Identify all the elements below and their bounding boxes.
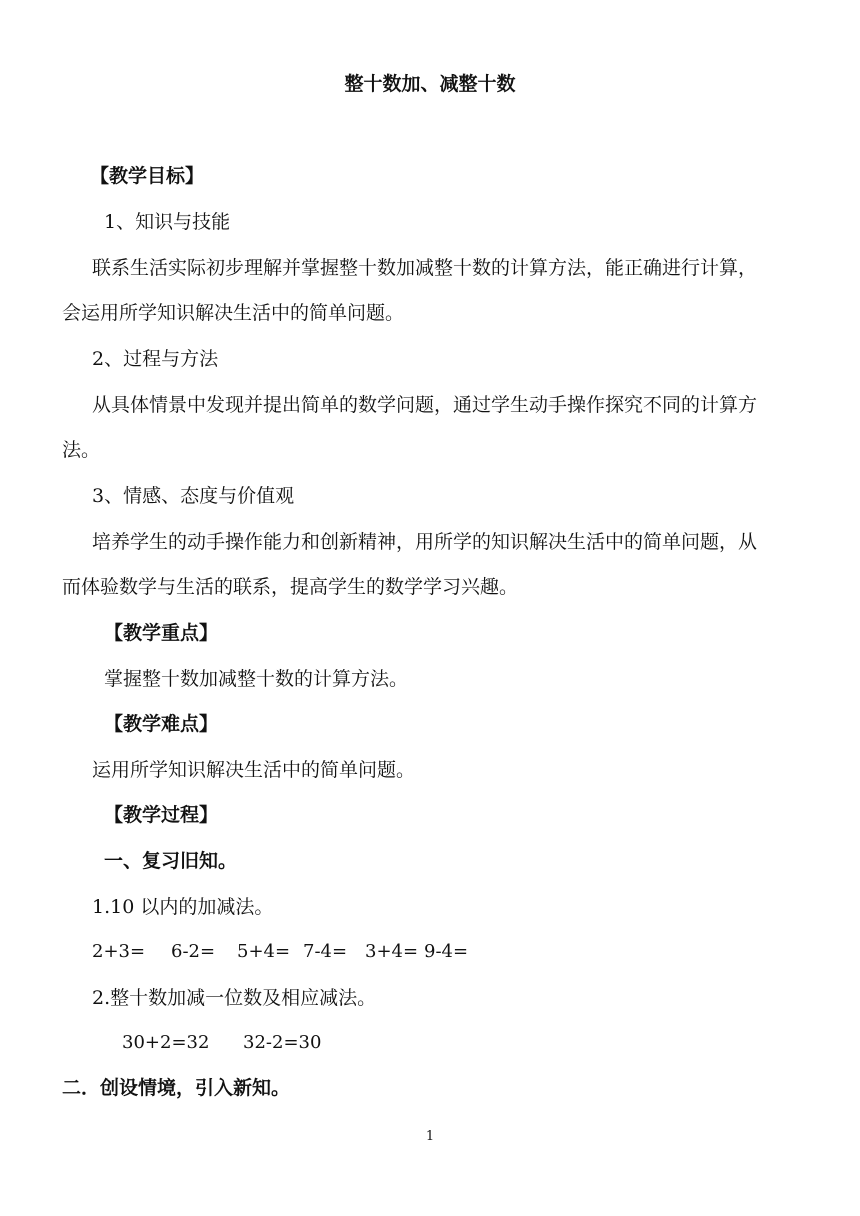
process-heading: 【教学过程】 — [104, 804, 219, 826]
equation-1: 2+3= — [92, 941, 146, 962]
equation-2: 6-2= — [171, 941, 216, 962]
key-point-heading: 【教学重点】 — [104, 622, 219, 644]
objective1-heading: 1、知识与技能 — [104, 211, 231, 233]
objective3-heading: 3、情感、态度与价值观 — [92, 485, 295, 507]
difficulty-heading: 【教学难点】 — [104, 713, 219, 735]
review-item2: 2.整十数加减一位数及相应减法。 — [92, 987, 377, 1009]
equation-7: 30+2=32 — [122, 1032, 210, 1053]
equation-4: 7-4= — [303, 941, 348, 962]
new-section-heading: 二．创设情境，引入新知。 — [62, 1077, 291, 1099]
difficulty-text: 运用所学知识解决生活中的简单问题。 — [92, 759, 416, 781]
objective2-heading: 2、过程与方法 — [92, 348, 219, 370]
objective1-line2: 会运用所学知识解决生活中的简单问题。 — [62, 302, 405, 324]
objective2-line2: 法。 — [62, 439, 101, 461]
objectives-heading: 【教学目标】 — [90, 165, 205, 187]
equation-6: 9-4= — [424, 941, 469, 962]
equation-8: 32-2=30 — [243, 1032, 322, 1053]
equation-5: 3+4= — [365, 941, 419, 962]
equation-3: 5+4= — [237, 941, 291, 962]
objective1-line1: 联系生活实际初步理解并掌握整十数加减整十数的计算方法，能正确进行计算， — [92, 257, 758, 279]
objective3-line2: 而体验数学与生活的联系，提高学生的数学学习兴趣。 — [62, 576, 519, 598]
review-heading: 一、复习旧知。 — [104, 850, 238, 872]
key-point-text: 掌握整十数加减整十数的计算方法。 — [104, 668, 409, 690]
objective2-line1: 从具体情景中发现并提出简单的数学问题，通过学生动手操作探究不同的计算方 — [92, 394, 758, 416]
document-title: 整十数加、减整十数 — [344, 73, 516, 95]
objective3-line1: 培养学生的动手操作能力和创新精神，用所学的知识解决生活中的简单问题，从 — [92, 531, 758, 553]
page-number: 1 — [425, 1129, 435, 1144]
review-item1: 1.10 以内的加减法。 — [92, 896, 274, 918]
